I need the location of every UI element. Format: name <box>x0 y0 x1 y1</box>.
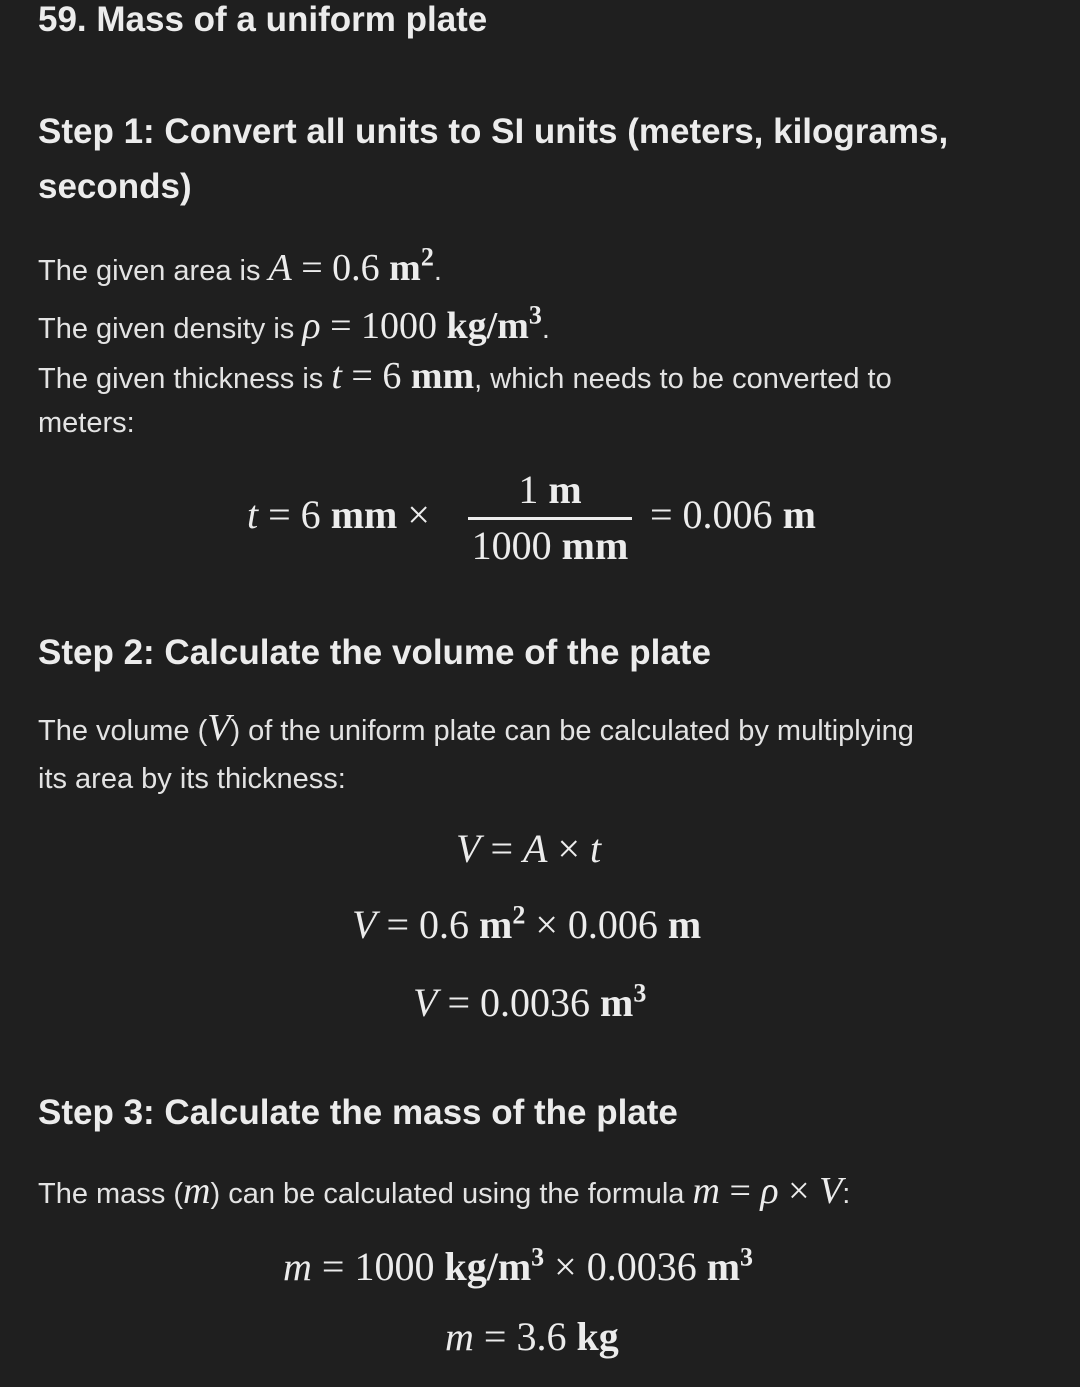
mass-eq1-volume-unit: m <box>706 1244 741 1289</box>
area-exponent: 2 <box>420 242 434 272</box>
thickness-unit: mm <box>410 355 475 397</box>
area-period: . <box>433 255 442 287</box>
mass-eq1-var: m <box>283 1244 312 1289</box>
eq1-thickness-var: t <box>590 826 602 871</box>
density-variable: ρ <box>302 305 321 347</box>
eq3-volume-var: V <box>413 980 438 1025</box>
eq2-area-value: = 0.6 <box>376 902 479 947</box>
conversion-result: = 0.006 <box>650 492 783 537</box>
density-value: = 1000 <box>320 305 447 347</box>
mass-text-start: The mass ( <box>38 1178 184 1210</box>
formula-density-var: ρ <box>760 1170 779 1212</box>
eq3-volume-exponent: 3 <box>633 978 647 1008</box>
conversion-rhs <box>650 490 816 540</box>
density-period: . <box>541 313 550 345</box>
fraction-numerator <box>468 466 632 514</box>
given-area-label: The given area is <box>38 255 269 287</box>
mass-eq1-density-value: = 1000 <box>311 1244 445 1289</box>
thickness-note: , which needs to be converted to <box>474 363 892 395</box>
area-unit: m <box>389 247 421 289</box>
formula-times: × <box>778 1170 820 1212</box>
area-variable: A <box>268 247 292 289</box>
conversion-times: × <box>397 492 430 537</box>
conversion-variable: t <box>247 492 259 537</box>
volume-explanation-continued: its area by its thickness: <box>38 763 346 795</box>
volume-variable: V <box>207 707 231 749</box>
conversion-result-unit: m <box>782 492 816 537</box>
formula-equals: = <box>719 1170 761 1212</box>
page-title: 59. Mass of a uniform plate <box>38 0 488 39</box>
eq1-volume-var: V <box>456 826 481 871</box>
thickness-note-continued: meters: <box>38 407 135 439</box>
area-value: = 0.6 <box>291 247 390 289</box>
step1-heading: Step 1: Convert all units to SI units (meters, kilograms, seconds) <box>38 112 949 206</box>
numerator-unit: m <box>548 467 582 512</box>
denominator-value: 1000 <box>471 523 562 568</box>
density-exponent: 3 <box>528 300 542 330</box>
mass-eq1-density-unit: kg/m <box>444 1244 532 1289</box>
mass-eq1-density-exponent: 3 <box>531 1242 545 1272</box>
mass-substitution <box>283 1242 753 1292</box>
conversion-lhs <box>247 490 430 540</box>
volume-explanation <box>38 704 914 755</box>
formula-mass-var: m <box>692 1170 720 1212</box>
mass-eq1-volume-exponent: 3 <box>740 1242 754 1272</box>
eq2-area-exponent: 2 <box>512 900 526 930</box>
given-density-label: The given density is <box>38 313 303 345</box>
conversion-value: = 6 <box>258 492 331 537</box>
mass-text-middle: ) can be calculated using the formula <box>210 1178 693 1210</box>
formula-volume-var: V <box>819 1170 843 1212</box>
mass-eq2-value: = 3.6 <box>473 1314 577 1359</box>
mass-eq1-volume-value: × 0.0036 <box>544 1244 707 1289</box>
eq2-thickness-unit: m <box>667 902 702 947</box>
mass-result <box>445 1312 619 1362</box>
density-unit: kg/m <box>446 305 529 347</box>
eq2-area-unit: m <box>479 902 513 947</box>
volume-formula <box>456 824 601 874</box>
step2-heading: Step 2: Calculate the volume of the plate <box>38 633 711 672</box>
eq3-volume-value: = 0.0036 <box>437 980 600 1025</box>
formula-colon: : <box>842 1178 851 1210</box>
conversion-fraction <box>468 466 632 570</box>
eq1-equals: = <box>480 826 523 871</box>
volume-substitution <box>352 900 701 950</box>
given-area-line <box>38 238 442 301</box>
volume-text-end: ) of the uniform plate can be calculated by multiplying <box>230 715 914 747</box>
fraction-denominator <box>468 522 632 570</box>
mass-eq2-var: m <box>445 1314 474 1359</box>
eq3-volume-unit: m <box>600 980 634 1025</box>
denominator-unit: mm <box>561 523 629 568</box>
thickness-value: = 6 <box>341 355 411 397</box>
mass-variable: m <box>183 1170 211 1212</box>
mass-explanation <box>38 1164 850 1222</box>
eq2-volume-var: V <box>352 902 377 947</box>
volume-text-start: The volume ( <box>38 715 208 747</box>
numerator-value: 1 <box>518 467 549 512</box>
eq1-times: × <box>547 826 590 871</box>
thickness-variable: t <box>331 355 342 397</box>
eq2-thickness-value: × 0.006 <box>525 902 668 947</box>
fraction-bar <box>468 517 632 520</box>
step3-heading: Step 3: Calculate the mass of the plate <box>38 1093 678 1132</box>
given-thickness-label: The given thickness is <box>38 363 332 395</box>
conversion-unit: mm <box>330 492 398 537</box>
eq1-area-var: A <box>523 826 548 871</box>
volume-result <box>413 978 646 1028</box>
mass-eq2-unit: kg <box>576 1314 619 1359</box>
given-thickness-line <box>38 349 892 407</box>
